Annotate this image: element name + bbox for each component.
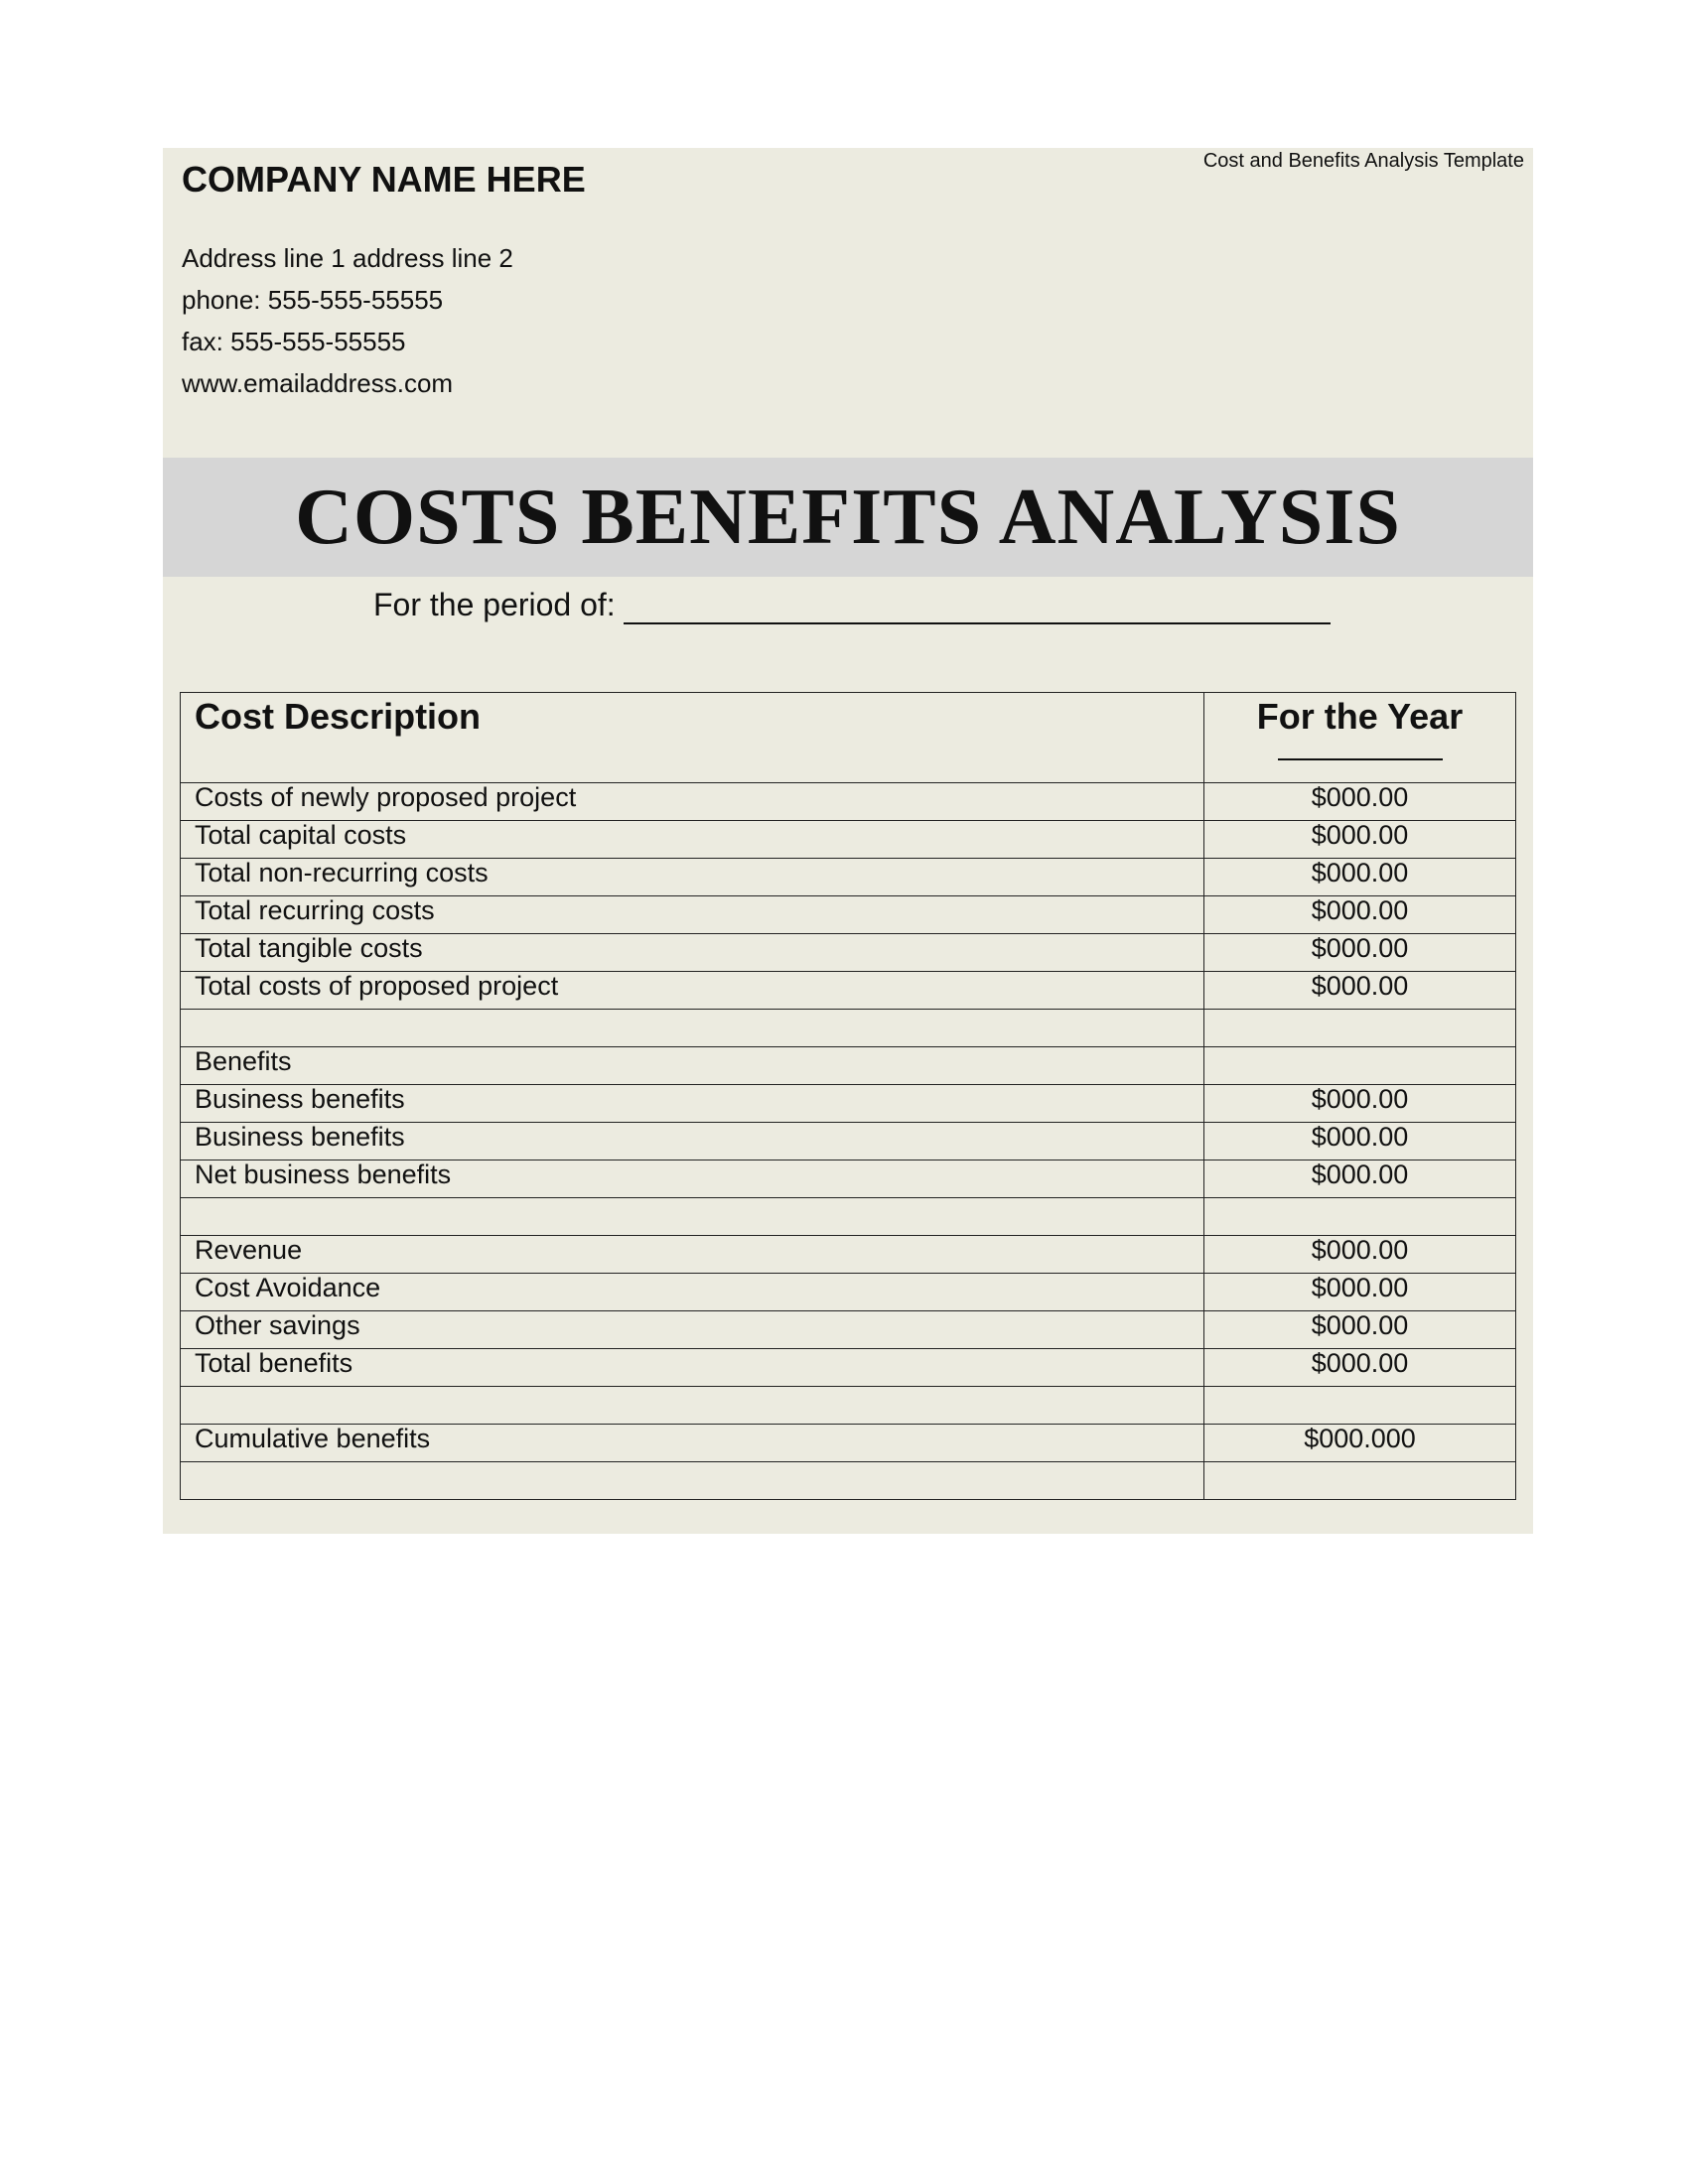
table-row (181, 1425, 1516, 1462)
column-header-year (1204, 693, 1516, 783)
row-value: $000.00 (1204, 972, 1516, 1010)
row-label: Total costs of proposed project (181, 972, 1204, 1010)
row-value: $000.00 (1204, 1236, 1516, 1274)
table-row (181, 1236, 1516, 1274)
table-row (181, 821, 1516, 859)
period-blank-field[interactable] (624, 591, 1331, 624)
row-value: $000.00 (1204, 859, 1516, 896)
document-panel (163, 148, 1533, 1534)
row-value: $000.00 (1204, 1123, 1516, 1160)
row-value: $000.000 (1204, 1425, 1516, 1462)
page-title: COSTS BENEFITS ANALYSIS (295, 474, 1401, 561)
table-row (181, 1349, 1516, 1387)
table-row (181, 1274, 1516, 1311)
fax-line: fax: 555-555-55555 (182, 327, 406, 356)
row-label: Total non-recurring costs (181, 859, 1204, 896)
address-line: Address line 1 address line 2 (182, 243, 513, 273)
table-row-empty (181, 1010, 1516, 1047)
table-row (181, 896, 1516, 934)
row-value (1204, 1387, 1516, 1425)
row-label: Cost Avoidance (181, 1274, 1204, 1311)
row-value (1204, 1462, 1516, 1500)
row-label: Other savings (181, 1311, 1204, 1349)
row-label: Total capital costs (181, 821, 1204, 859)
row-label: Costs of newly proposed project (181, 783, 1204, 821)
contact-block (182, 237, 513, 404)
title-band (163, 458, 1533, 577)
row-value: $000.00 (1204, 821, 1516, 859)
row-label: Total tangible costs (181, 934, 1204, 972)
table-row-section (181, 1047, 1516, 1085)
row-label: Revenue (181, 1236, 1204, 1274)
table-row (181, 1085, 1516, 1123)
template-name: Cost and Benefits Analysis Template (1202, 150, 1524, 172)
table-row (181, 859, 1516, 896)
table-row (181, 972, 1516, 1010)
table-row (181, 1311, 1516, 1349)
website-line: www.emailaddress.com (182, 368, 454, 398)
year-blank-field[interactable] (1278, 745, 1443, 760)
row-value (1204, 1047, 1516, 1085)
row-value: $000.00 (1204, 1349, 1516, 1387)
row-label (181, 1462, 1204, 1500)
row-value (1204, 1010, 1516, 1047)
row-value: $000.00 (1204, 1160, 1516, 1198)
row-label: Cumulative benefits (181, 1425, 1204, 1462)
row-value: $000.00 (1204, 896, 1516, 934)
row-label: Total recurring costs (181, 896, 1204, 934)
period-row (373, 585, 1331, 624)
table-row-empty (181, 1198, 1516, 1236)
row-label (181, 1387, 1204, 1425)
row-value: $000.00 (1204, 783, 1516, 821)
row-value: $000.00 (1204, 1274, 1516, 1311)
row-label: Benefits (181, 1047, 1204, 1085)
table-row-empty (181, 1387, 1516, 1425)
row-value: $000.00 (1204, 1085, 1516, 1123)
column-header-description: Cost Description (181, 693, 1204, 783)
phone-line: phone: 555-555-55555 (182, 285, 444, 315)
row-value: $000.00 (1204, 934, 1516, 972)
row-label (181, 1198, 1204, 1236)
column-header-year-label: For the Year (1256, 696, 1464, 737)
row-label: Total benefits (181, 1349, 1204, 1387)
row-label: Business benefits (181, 1123, 1204, 1160)
table-row (181, 934, 1516, 972)
table-header-row (181, 693, 1516, 783)
table-row (181, 1160, 1516, 1198)
row-value: $000.00 (1204, 1311, 1516, 1349)
row-label: Net business benefits (181, 1160, 1204, 1198)
table-row (181, 783, 1516, 821)
cost-benefit-table (180, 692, 1516, 1500)
table-row-empty (181, 1462, 1516, 1500)
period-label: For the period of: (373, 587, 616, 622)
row-label: Business benefits (181, 1085, 1204, 1123)
table-row (181, 1123, 1516, 1160)
company-name: COMPANY NAME HERE (182, 159, 586, 200)
row-value (1204, 1198, 1516, 1236)
row-label (181, 1010, 1204, 1047)
